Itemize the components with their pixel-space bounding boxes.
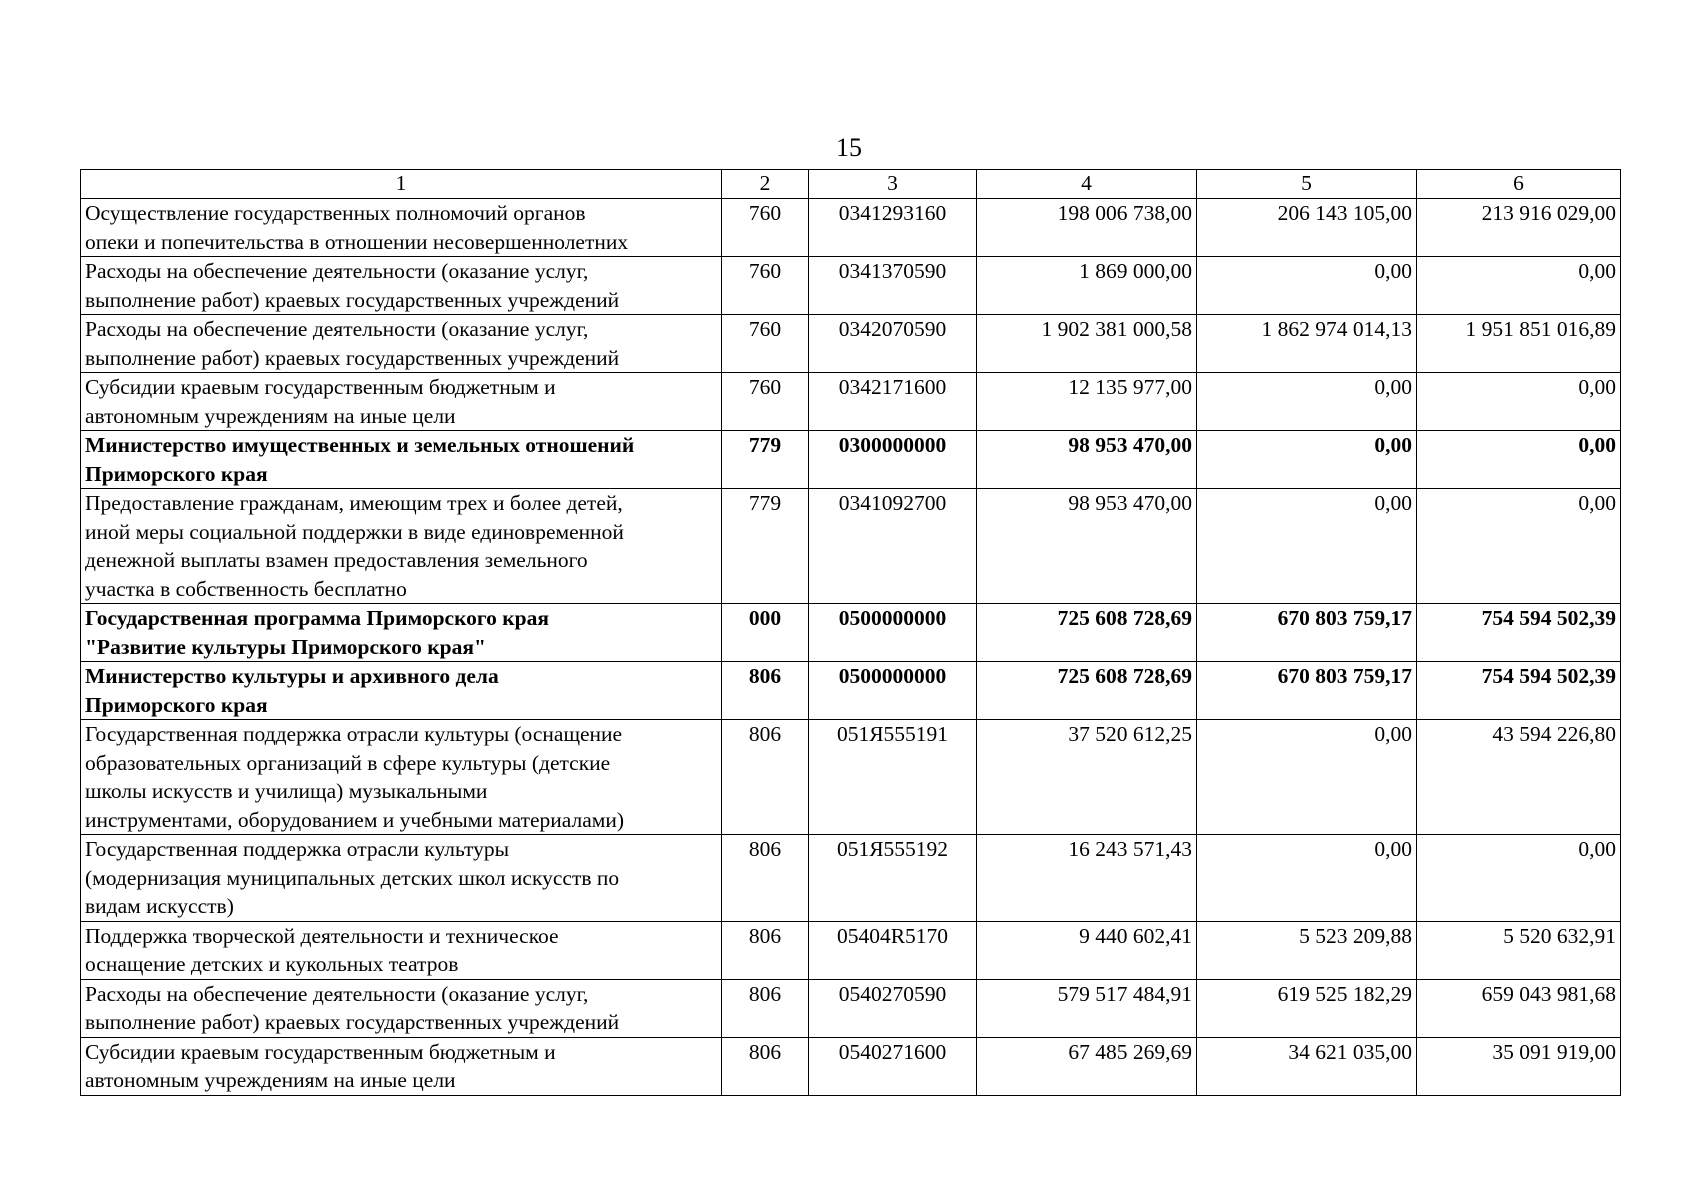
row-admin-code: 000: [722, 604, 809, 662]
table-row: [81, 373, 1621, 431]
row-amount-col4: 12 135 977,00: [977, 373, 1197, 431]
table-row: [81, 720, 1621, 835]
row-amount-col6: 754 594 502,39: [1417, 604, 1621, 662]
row-amount-col5: 0,00: [1197, 373, 1417, 431]
row-amount-col5: 0,00: [1197, 431, 1417, 489]
row-amount-col6: 659 043 981,68: [1417, 979, 1621, 1037]
row-amount-col5: 0,00: [1197, 835, 1417, 922]
table-row: [81, 604, 1621, 662]
row-amount-col4: 67 485 269,69: [977, 1037, 1197, 1095]
table-row: [81, 257, 1621, 315]
row-name: Министерство имущественных и земельных отношений Приморского края: [81, 431, 722, 489]
row-name: Расходы на обеспечение деятельности (оказание услуг, выполнение работ) краевых государственных учреждений: [81, 979, 722, 1037]
row-amount-col6: 0,00: [1417, 835, 1621, 922]
row-name: Субсидии краевым государственным бюджетным и автономным учреждениям на иные цели: [81, 1037, 722, 1095]
row-amount-col6: 43 594 226,80: [1417, 720, 1621, 835]
row-admin-code: 806: [722, 662, 809, 720]
row-amount-col4: 725 608 728,69: [977, 604, 1197, 662]
row-name: Предоставление гражданам, имеющим трех и более детей, иной меры социальной поддержки в виде единовременной денежной выплаты взамен предоставления земельного участка в собственность бесплатно: [81, 489, 722, 604]
row-amount-col4: 198 006 738,00: [977, 199, 1197, 257]
row-amount-col6: 0,00: [1417, 489, 1621, 604]
table-body: [81, 199, 1621, 1096]
row-admin-code: 760: [722, 257, 809, 315]
column-header-2: 2: [722, 170, 809, 199]
column-header-1: 1: [81, 170, 722, 199]
table-row: [81, 431, 1621, 489]
row-amount-col5: 0,00: [1197, 489, 1417, 604]
row-target-code: 0341370590: [809, 257, 977, 315]
row-admin-code: 806: [722, 835, 809, 922]
page-number: 15: [836, 133, 862, 162]
row-name: Осуществление государственных полномочий органов опеки и попечительства в отношении несовершеннолетних: [81, 199, 722, 257]
row-amount-col5: 670 803 759,17: [1197, 662, 1417, 720]
row-name: Расходы на обеспечение деятельности (оказание услуг, выполнение работ) краевых государственных учреждений: [81, 257, 722, 315]
row-target-code: 0300000000: [809, 431, 977, 489]
row-amount-col6: 0,00: [1417, 431, 1621, 489]
table-row: [81, 662, 1621, 720]
row-target-code: 0540271600: [809, 1037, 977, 1095]
row-target-code: 0540270590: [809, 979, 977, 1037]
row-target-code: 0500000000: [809, 604, 977, 662]
row-target-code: 0500000000: [809, 662, 977, 720]
header-row: [81, 170, 1621, 199]
row-target-code: 05404R5170: [809, 921, 977, 979]
table-row: [81, 315, 1621, 373]
row-amount-col5: 34 621 035,00: [1197, 1037, 1417, 1095]
row-amount-col6: 754 594 502,39: [1417, 662, 1621, 720]
row-name: Государственная поддержка отрасли культуры (модернизация муниципальных детских школ искусств по видам искусств): [81, 835, 722, 922]
row-admin-code: 779: [722, 431, 809, 489]
table-row: [81, 199, 1621, 257]
row-amount-col4: 16 243 571,43: [977, 835, 1197, 922]
row-admin-code: 760: [722, 315, 809, 373]
column-header-3: 3: [809, 170, 977, 199]
table-row: [81, 1037, 1621, 1095]
row-name: Государственная программа Приморского края "Развитие культуры Приморского края": [81, 604, 722, 662]
row-amount-col6: 213 916 029,00: [1417, 199, 1621, 257]
row-amount-col6: 1 951 851 016,89: [1417, 315, 1621, 373]
row-amount-col5: 206 143 105,00: [1197, 199, 1417, 257]
row-name: Расходы на обеспечение деятельности (оказание услуг, выполнение работ) краевых государственных учреждений: [81, 315, 722, 373]
column-header-4: 4: [977, 170, 1197, 199]
table-row: [81, 835, 1621, 922]
row-target-code: 051Я555191: [809, 720, 977, 835]
table-row: [81, 489, 1621, 604]
row-amount-col4: 579 517 484,91: [977, 979, 1197, 1037]
row-name: Субсидии краевым государственным бюджетным и автономным учреждениям на иные цели: [81, 373, 722, 431]
row-amount-col6: 5 520 632,91: [1417, 921, 1621, 979]
row-amount-col4: 98 953 470,00: [977, 489, 1197, 604]
row-target-code: 051Я555192: [809, 835, 977, 922]
row-amount-col5: 619 525 182,29: [1197, 979, 1417, 1037]
row-amount-col4: 37 520 612,25: [977, 720, 1197, 835]
row-amount-col5: 1 862 974 014,13: [1197, 315, 1417, 373]
row-amount-col4: 98 953 470,00: [977, 431, 1197, 489]
row-amount-col5: 0,00: [1197, 257, 1417, 315]
row-admin-code: 760: [722, 199, 809, 257]
row-admin-code: 779: [722, 489, 809, 604]
row-admin-code: 760: [722, 373, 809, 431]
column-header-5: 5: [1197, 170, 1417, 199]
table-row: [81, 921, 1621, 979]
row-amount-col6: 0,00: [1417, 257, 1621, 315]
row-target-code: 0341092700: [809, 489, 977, 604]
row-target-code: 0341293160: [809, 199, 977, 257]
row-target-code: 0342070590: [809, 315, 977, 373]
row-amount-col4: 725 608 728,69: [977, 662, 1197, 720]
column-header-6: 6: [1417, 170, 1621, 199]
row-amount-col4: 1 869 000,00: [977, 257, 1197, 315]
row-name: Министерство культуры и архивного дела Приморского края: [81, 662, 722, 720]
row-amount-col5: 5 523 209,88: [1197, 921, 1417, 979]
row-name: Государственная поддержка отрасли культуры (оснащение образовательных организаций в сфере культуры (детские школы искусств и училища) музыкальными инструментами, оборудованием и учебными материалами): [81, 720, 722, 835]
row-name: Поддержка творческой деятельности и техническое оснащение детских и кукольных театров: [81, 921, 722, 979]
table-row: [81, 979, 1621, 1037]
row-amount-col5: 670 803 759,17: [1197, 604, 1417, 662]
row-target-code: 0342171600: [809, 373, 977, 431]
row-amount-col4: 9 440 602,41: [977, 921, 1197, 979]
row-admin-code: 806: [722, 979, 809, 1037]
row-amount-col5: 0,00: [1197, 720, 1417, 835]
row-amount-col6: 35 091 919,00: [1417, 1037, 1621, 1095]
row-amount-col4: 1 902 381 000,58: [977, 315, 1197, 373]
row-admin-code: 806: [722, 1037, 809, 1095]
row-admin-code: 806: [722, 720, 809, 835]
budget-table: [80, 169, 1621, 1096]
row-admin-code: 806: [722, 921, 809, 979]
row-amount-col6: 0,00: [1417, 373, 1621, 431]
